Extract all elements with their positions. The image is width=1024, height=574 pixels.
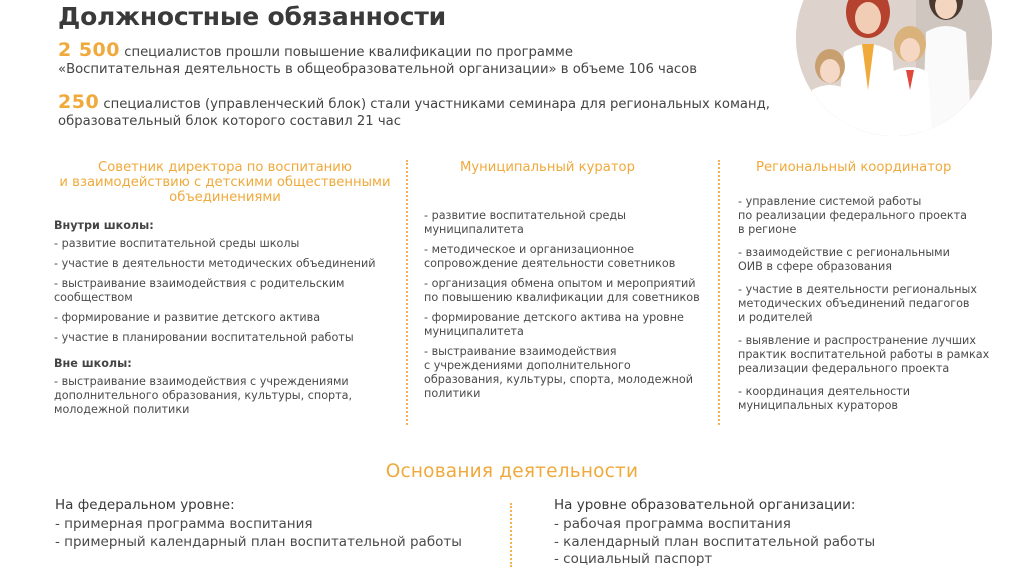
list-item — [424, 311, 714, 339]
basis-heading: На уровне образовательной организации: — [554, 497, 856, 513]
list-item — [54, 375, 400, 417]
column-title-line: Советник директора по воспитанию — [98, 160, 352, 175]
outside-school-label: Вне школы: — [54, 357, 132, 370]
list-item-line: образования, культуры, спорта, молодежной — [424, 373, 693, 386]
list-item — [424, 243, 714, 271]
list-item-line: - методическое и организационное — [424, 243, 634, 256]
column-municipal — [424, 160, 714, 407]
list-item-line: - выстраивание взаимодействия с родительским — [54, 277, 345, 290]
column-advisor — [50, 160, 400, 423]
list-item — [54, 331, 400, 345]
list-item-line: дополнительного образования, культуры, спорта, — [54, 389, 353, 402]
list-item-line: - управление системой работы — [738, 195, 922, 208]
list-item-line: муниципалитета — [424, 325, 524, 338]
list-item — [54, 237, 400, 251]
list-item-line: - координация деятельности — [738, 385, 911, 398]
list-item — [424, 277, 714, 305]
inside-school-list — [54, 237, 400, 345]
people-photo — [796, 0, 992, 136]
list-item — [424, 209, 714, 237]
basis-federal — [55, 497, 462, 551]
stat-text: образовательный блок которого составил 21 час — [58, 114, 401, 129]
column-title: Муниципальный куратор — [460, 160, 635, 175]
stat-text: специалистов (управленческий блок) стали участниками семинара для региональных команд, — [99, 97, 770, 112]
list-item — [738, 246, 1018, 274]
list-item — [738, 195, 1018, 237]
stat-text: «Воспитательная деятельность в общеобразовательной организации» в объеме 106 часов — [58, 62, 697, 77]
column-title-line: и взаимодействию с детскими общественными — [59, 175, 391, 190]
list-item-line: сообществом — [54, 291, 133, 304]
list-item — [738, 334, 1018, 376]
list-item-line: методических объединений педагогов — [738, 297, 970, 310]
list-item-line: - формирование и развитие детского актива — [54, 311, 321, 324]
photo-illustration — [796, 0, 992, 136]
list-item-line: и родителей — [738, 311, 813, 324]
list-item — [738, 385, 1018, 413]
inside-school-label: Внутри школы: — [54, 219, 154, 232]
list-item — [54, 311, 400, 325]
stat-block-2 — [58, 91, 770, 130]
list-item-line: муниципальных кураторов — [738, 399, 899, 412]
basis-line: - социальный паспорт — [554, 551, 713, 567]
stat-number: 2 500 — [58, 39, 120, 61]
list-item-line: - участие в деятельности региональных — [738, 283, 978, 296]
list-item-line: по реализации федерального проекта — [738, 209, 967, 222]
list-item — [54, 257, 400, 271]
basis-heading: На федеральном уровне: — [55, 497, 235, 513]
list-item-line: молодежной политики — [54, 403, 190, 416]
column-title: Региональный координатор — [756, 160, 952, 175]
list-item-line: - выстраивание взаимодействия — [424, 345, 617, 358]
list-item — [54, 277, 400, 305]
column-regional — [738, 160, 1018, 419]
stat-block-1 — [58, 39, 697, 78]
list-item-line: практик воспитательной работы в рамках — [738, 348, 990, 361]
list-item-line: - организация обмена опытом и мероприятий — [424, 277, 696, 290]
municipal-list — [424, 209, 714, 401]
list-item-line: муниципалитета — [424, 223, 524, 236]
outside-school-list — [54, 375, 400, 417]
list-item-line: - участие в планировании воспитательной работы — [54, 331, 354, 344]
regional-list — [738, 195, 1018, 413]
basis-line: - примерный календарный план воспитательной работы — [55, 533, 462, 550]
section-title: Основания деятельности — [385, 461, 639, 482]
column-title — [50, 160, 400, 205]
list-item-line: сопровождение деятельности советников — [424, 257, 676, 270]
page-title: Должностные обязанности — [58, 2, 446, 31]
list-item-line: - развитие воспитательной среды — [424, 209, 626, 222]
list-item-line: политики — [424, 387, 481, 400]
basis-org — [554, 497, 875, 569]
basis-divider — [510, 503, 512, 567]
list-item-line: - выявление и распространение лучших — [738, 334, 976, 347]
list-item-line: - взаимодействие с региональными — [738, 246, 950, 259]
list-item-line: - выстраивание взаимодействия с учреждениями — [54, 375, 349, 388]
basis-line: - календарный план воспитательной работы — [554, 533, 876, 550]
column-divider — [406, 160, 408, 425]
list-item-line: по повышению квалификации для советников — [424, 291, 700, 304]
list-item-line: - развитие воспитательной среды школы — [54, 237, 300, 250]
list-item — [738, 283, 1018, 325]
stat-number: 250 — [58, 91, 100, 113]
list-item-line: в регионе — [738, 223, 797, 236]
list-item-line: реализации федерального проекта — [738, 362, 950, 375]
list-item — [424, 345, 714, 401]
list-item-line: - участие в деятельности методических объединений — [54, 257, 376, 270]
list-item-line: ОИВ в сфере образования — [738, 260, 892, 273]
stat-text: специалистов прошли повышение квалификации по программе — [120, 45, 573, 60]
basis-line: - примерная программа воспитания — [55, 516, 313, 532]
column-divider — [718, 160, 720, 425]
basis-line: - рабочая программа воспитания — [554, 516, 791, 532]
list-item-line: - формирование детского актива на уровне — [424, 311, 684, 324]
column-title-line: объединениями — [169, 190, 281, 205]
list-item-line: с учреждениями дополнительного — [424, 359, 631, 372]
